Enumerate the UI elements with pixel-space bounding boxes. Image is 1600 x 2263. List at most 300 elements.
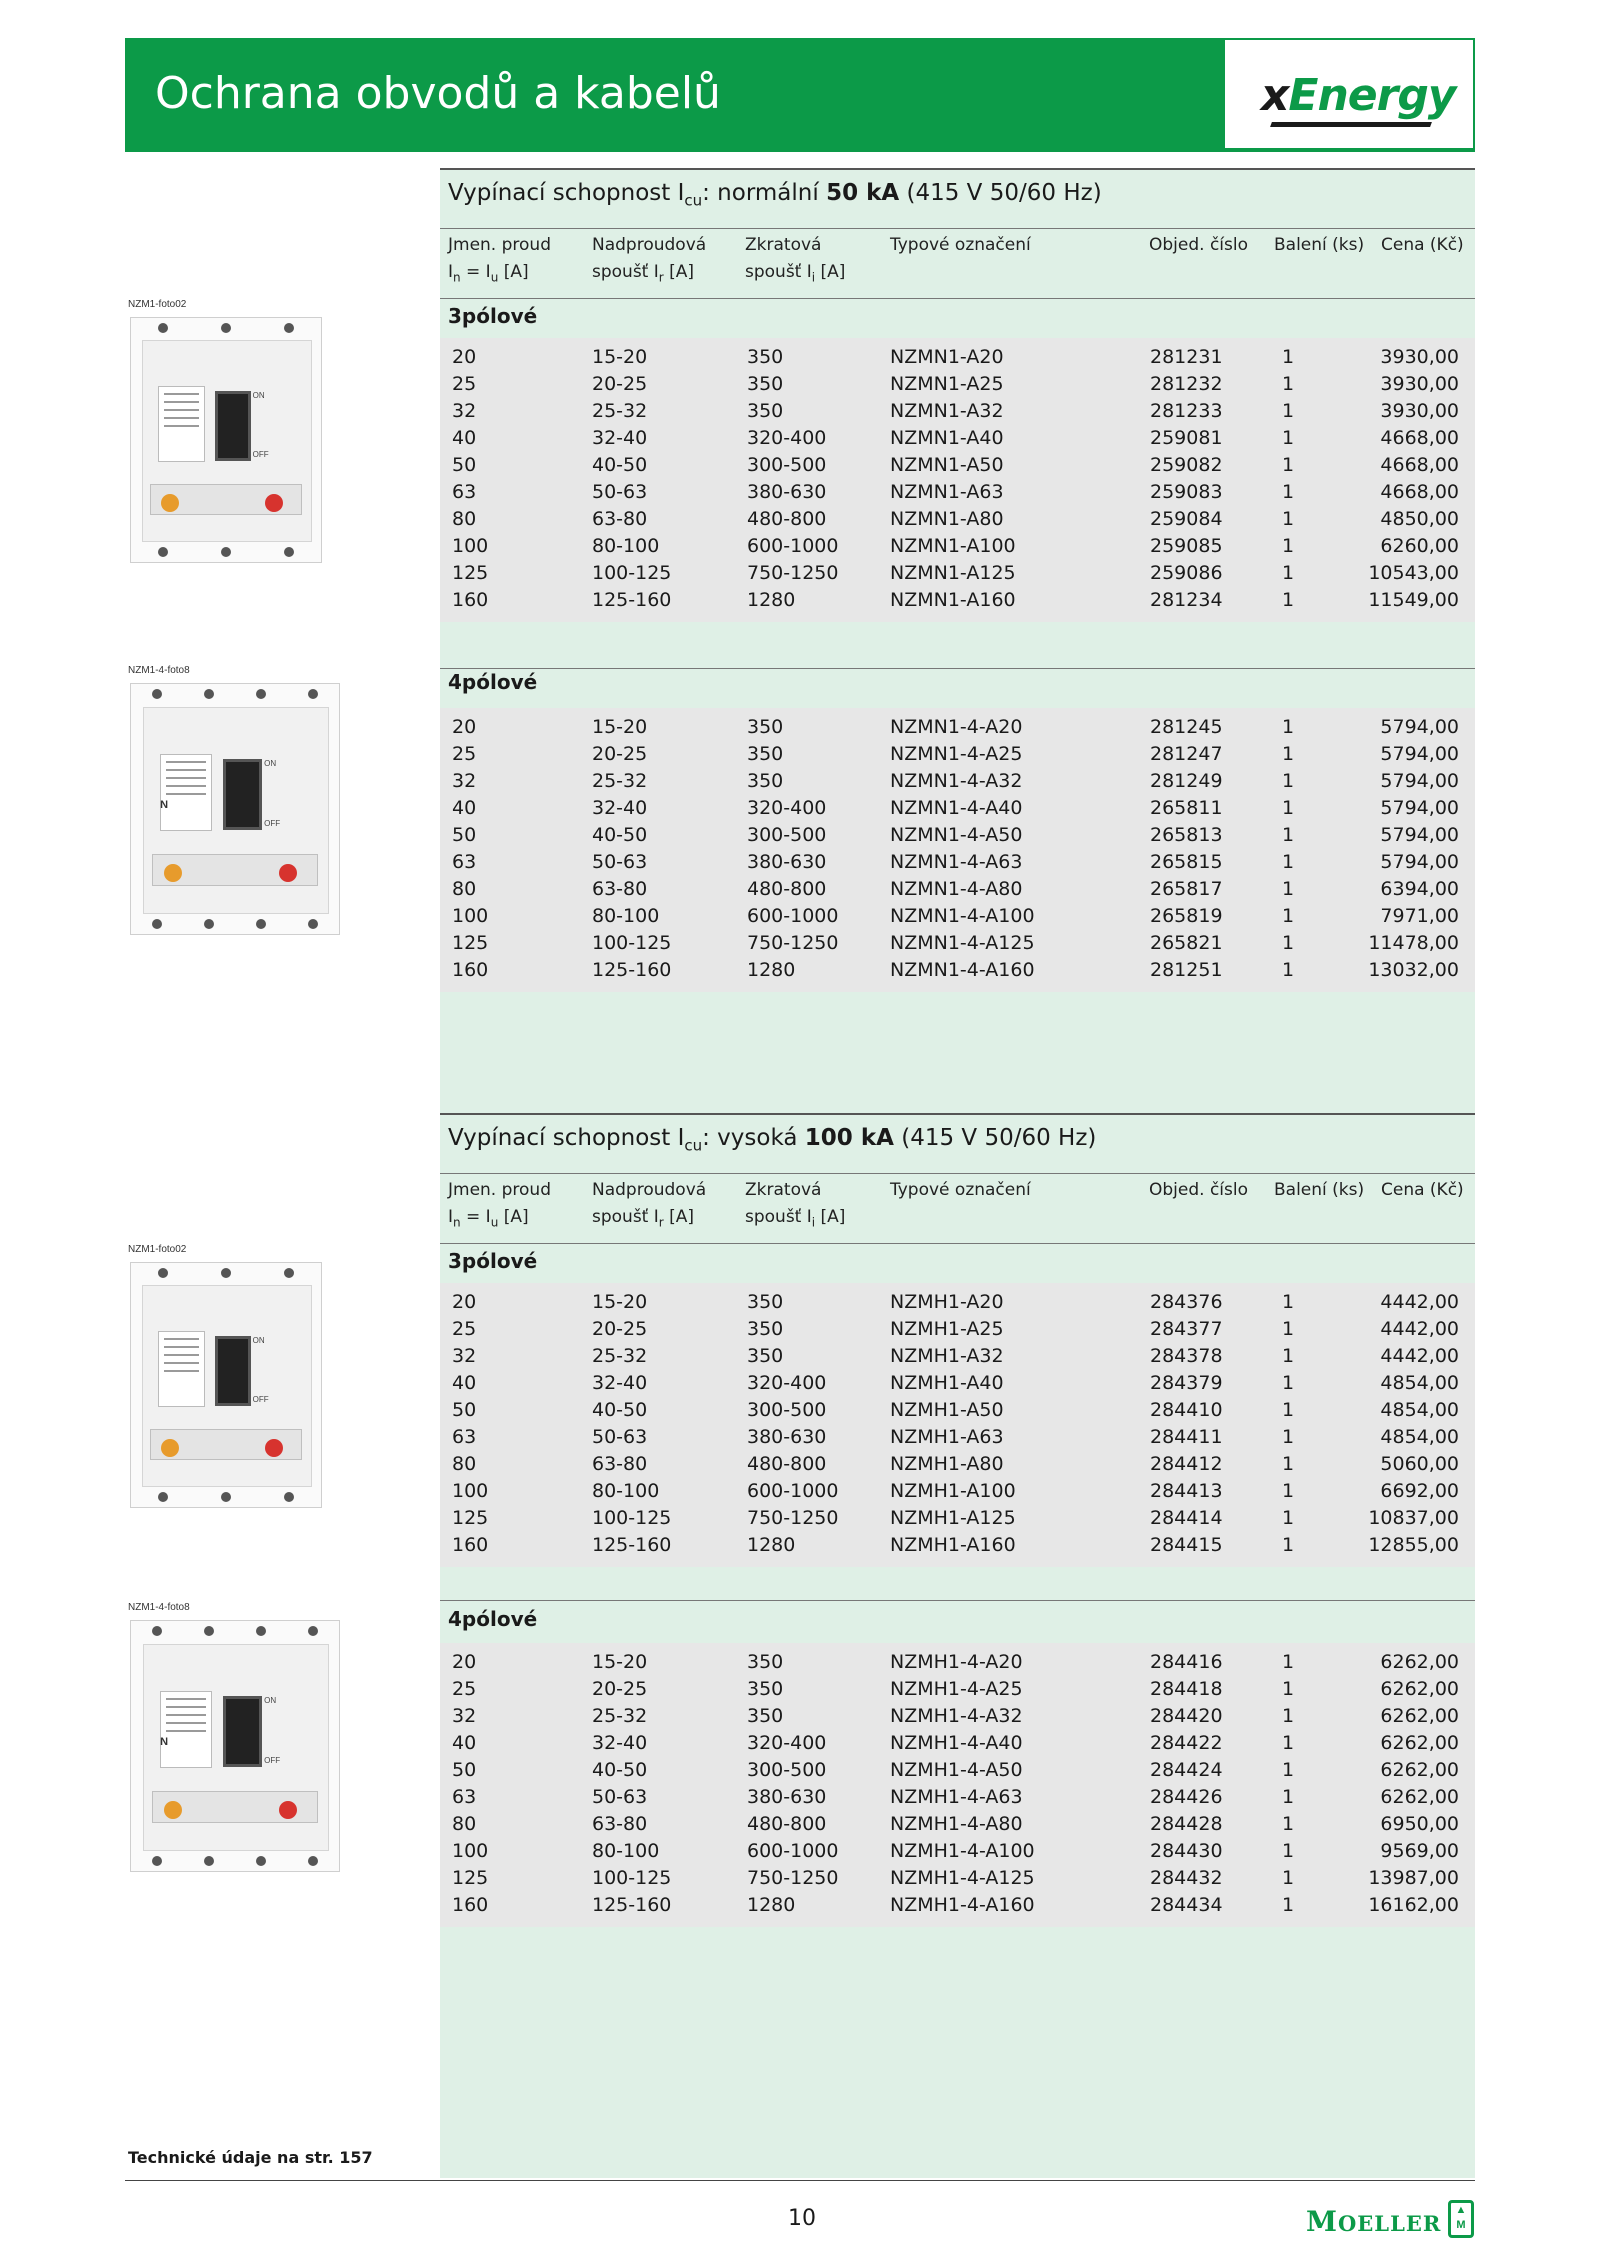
- off-label: OFF: [252, 449, 269, 459]
- table-cell: 20-25: [592, 1678, 648, 1700]
- bottom-terminals: [131, 914, 339, 934]
- table-cell: 50: [452, 454, 477, 476]
- table-row: [440, 1370, 1475, 1397]
- table-cell: 320-400: [747, 427, 827, 449]
- table-cell: 1: [1282, 716, 1295, 738]
- breaker-handle: [215, 1336, 251, 1405]
- pole-group-label: 3pólové: [448, 1249, 538, 1273]
- photo-caption: NZM1-4-foto8: [128, 1602, 190, 1613]
- table-cell: NZMH1-A25: [890, 1318, 1004, 1340]
- table-cell: 4854,00: [1380, 1399, 1459, 1421]
- column-header-h2: [592, 232, 706, 291]
- table-row: [440, 371, 1475, 398]
- column-header-text: Balení (ks): [1274, 1180, 1365, 1200]
- off-label: OFF: [264, 1756, 281, 1765]
- table-cell: 350: [747, 400, 784, 422]
- table-cell: NZMN1-A20: [890, 346, 1004, 368]
- table-cell: 40: [452, 427, 477, 449]
- table-cell: 259082: [1150, 454, 1223, 476]
- column-header-text: Nadproudová: [592, 235, 707, 255]
- table-cell: 160: [452, 1534, 489, 1556]
- table-cell: 4668,00: [1380, 454, 1459, 476]
- table-row: [440, 1730, 1475, 1757]
- table-cell: NZMN1-A40: [890, 427, 1004, 449]
- table-cell: NZMN1-A100: [890, 535, 1016, 557]
- pole-group-label: 3pólové: [448, 304, 538, 328]
- unit-part: [A]: [498, 262, 529, 282]
- table-cell: NZMH1-4-A40: [890, 1732, 1023, 1754]
- table-cell: 40: [452, 1732, 477, 1754]
- table-cell: 40-50: [592, 454, 648, 476]
- table-cell: 284418: [1150, 1678, 1223, 1700]
- table-cell: 100-125: [592, 1507, 672, 1529]
- table-cell: 40-50: [592, 824, 648, 846]
- unit-part: i: [811, 1215, 816, 1230]
- table-cell: 5794,00: [1380, 824, 1459, 846]
- table-row: [440, 768, 1475, 795]
- table-cell: 750-1250: [747, 1867, 839, 1889]
- table-cell: 63-80: [592, 878, 648, 900]
- column-header-text: Jmen. proud: [448, 1180, 551, 1200]
- neutral-label: N: [160, 799, 169, 811]
- rating-plate: [160, 1691, 212, 1768]
- table-cell: 160: [452, 1894, 489, 1916]
- moeller-mark-icon: ▲ M: [1448, 2200, 1474, 2238]
- table-row: [440, 1478, 1475, 1505]
- title-part: cu: [684, 1136, 703, 1155]
- table-cell: 100: [452, 905, 489, 927]
- pole-group-label: 4pólové: [448, 670, 538, 694]
- breaker-3pole-photo: [130, 1262, 322, 1508]
- table-cell: 4668,00: [1380, 481, 1459, 503]
- table-cell: NZMH1-A100: [890, 1480, 1016, 1502]
- table-cell: 10543,00: [1368, 562, 1459, 584]
- table-cell: 16162,00: [1368, 1894, 1459, 1916]
- table-cell: 265813: [1150, 824, 1223, 846]
- table-cell: 12855,00: [1368, 1534, 1459, 1556]
- column-header-unit: [745, 1204, 845, 1236]
- table-row: [440, 1289, 1475, 1316]
- table-cell: 125: [452, 1507, 489, 1529]
- table-cell: 100: [452, 1480, 489, 1502]
- breaker-4pole-photo: [130, 683, 340, 935]
- table-cell: 6394,00: [1380, 878, 1459, 900]
- page-header: [125, 38, 1475, 152]
- table-cell: 281249: [1150, 770, 1223, 792]
- table-row: [440, 452, 1475, 479]
- page-number: 10: [788, 2206, 816, 2231]
- unit-part: [A]: [498, 1207, 529, 1227]
- unit-part: n: [453, 270, 461, 285]
- table-cell: 5794,00: [1380, 851, 1459, 873]
- unit-part: n: [453, 1215, 461, 1230]
- table-cell: 259083: [1150, 481, 1223, 503]
- table-row: [440, 1811, 1475, 1838]
- column-header-text: Cena (Kč): [1381, 1180, 1464, 1200]
- bottom-terminals: [131, 1851, 339, 1871]
- table-cell: 4442,00: [1380, 1318, 1459, 1340]
- table-cell: 750-1250: [747, 1507, 839, 1529]
- table-cell: 1: [1282, 1480, 1295, 1502]
- rating-plate: [160, 754, 212, 831]
- column-header-h3: [745, 232, 845, 291]
- trip-dial-orange: [161, 1439, 179, 1457]
- table-cell: 281251: [1150, 959, 1223, 981]
- table-cell: 20: [452, 1651, 477, 1673]
- table-cell: 6262,00: [1380, 1705, 1459, 1727]
- table-cell: 4442,00: [1380, 1345, 1459, 1367]
- table-cell: 300-500: [747, 1399, 827, 1421]
- table-row: [440, 560, 1475, 587]
- table-cell: 63-80: [592, 508, 648, 530]
- table-cell: 380-630: [747, 1786, 827, 1808]
- unit-part: r: [658, 270, 664, 285]
- column-header-h7: [1381, 1177, 1464, 1204]
- table-cell: 3930,00: [1380, 373, 1459, 395]
- table-cell: 350: [747, 1678, 784, 1700]
- table-cell: 1: [1282, 1894, 1295, 1916]
- table-cell: 32: [452, 770, 477, 792]
- column-header-text: Nadproudová: [592, 1180, 707, 1200]
- table-cell: 125-160: [592, 1894, 672, 1916]
- table-cell: 50-63: [592, 481, 648, 503]
- table-cell: 5794,00: [1380, 770, 1459, 792]
- breaker-4pole-photo: [130, 1620, 340, 1872]
- table-cell: 300-500: [747, 824, 827, 846]
- table-cell: NZMN1-A63: [890, 481, 1004, 503]
- table-cell: NZMN1-4-A50: [890, 824, 1023, 846]
- table-cell: 32-40: [592, 1372, 648, 1394]
- table-row: [440, 714, 1475, 741]
- column-header-text: Zkratová: [745, 1180, 822, 1200]
- table-cell: 50-63: [592, 851, 648, 873]
- table-cell: 350: [747, 1318, 784, 1340]
- unit-part: spoušť I: [745, 1207, 812, 1227]
- table-cell: 20-25: [592, 1318, 648, 1340]
- table-cell: 380-630: [747, 1426, 827, 1448]
- title-part: Vypínací schopnost I: [448, 1125, 685, 1151]
- table-cell: 600-1000: [747, 1480, 839, 1502]
- breaker-handle: [215, 391, 251, 460]
- table-row: [440, 849, 1475, 876]
- bottom-terminals: [131, 542, 321, 562]
- table-row: [440, 795, 1475, 822]
- table-cell: 80-100: [592, 535, 660, 557]
- table-cell: 320-400: [747, 1372, 827, 1394]
- trip-dial-red: [265, 1439, 283, 1457]
- table-cell: 1: [1282, 1759, 1295, 1781]
- title-part: 100 kA: [804, 1125, 894, 1151]
- table-cell: 25: [452, 373, 477, 395]
- table-cell: 25-32: [592, 1705, 648, 1727]
- header-rule: [440, 228, 1475, 229]
- table-cell: 284415: [1150, 1534, 1223, 1556]
- title-part: (415 V 50/60 Hz): [893, 1125, 1097, 1151]
- table-cell: 80: [452, 878, 477, 900]
- photo-caption: NZM1-foto02: [128, 299, 187, 310]
- unit-part: [A]: [815, 1207, 846, 1227]
- table-cell: 284379: [1150, 1372, 1223, 1394]
- table-cell: 284412: [1150, 1453, 1223, 1475]
- table-cell: NZMN1-4-A100: [890, 905, 1035, 927]
- unit-part: I: [448, 262, 454, 282]
- product-table: [440, 708, 1475, 992]
- table-cell: 259086: [1150, 562, 1223, 584]
- column-header-text: Zkratová: [745, 235, 822, 255]
- unit-part: = I: [460, 262, 491, 282]
- column-header-text: Jmen. proud: [448, 235, 551, 255]
- title-part: (415 V 50/60 Hz): [899, 180, 1102, 206]
- table-cell: 284377: [1150, 1318, 1223, 1340]
- unit-part: [A]: [663, 262, 695, 282]
- breaker-3pole-photo: [130, 317, 322, 563]
- group-rule: [440, 1600, 1475, 1601]
- table-cell: 1: [1282, 481, 1295, 503]
- rating-plate: [158, 1331, 206, 1406]
- table-cell: 350: [747, 716, 784, 738]
- table-cell: 100-125: [592, 562, 672, 584]
- table-cell: 100: [452, 535, 489, 557]
- table-row: [440, 344, 1475, 371]
- table-cell: 1280: [747, 1534, 796, 1556]
- table-cell: 350: [747, 743, 784, 765]
- unit-part: = I: [460, 1207, 491, 1227]
- table-cell: NZMH1-A40: [890, 1372, 1004, 1394]
- table-cell: 259081: [1150, 427, 1223, 449]
- table-cell: 80-100: [592, 1840, 660, 1862]
- table-cell: 40-50: [592, 1759, 648, 1781]
- table-cell: 6950,00: [1380, 1813, 1459, 1835]
- table-cell: NZMN1-4-A40: [890, 797, 1023, 819]
- table-cell: 11478,00: [1368, 932, 1459, 954]
- table-cell: 1: [1282, 589, 1295, 611]
- table-cell: 25-32: [592, 770, 648, 792]
- table-cell: 320-400: [747, 797, 827, 819]
- photo-caption: NZM1-4-foto8: [128, 665, 190, 676]
- table-cell: 600-1000: [747, 1840, 839, 1862]
- column-header-text: Typové označení: [890, 235, 1031, 255]
- column-header-h3: [745, 1177, 845, 1236]
- section-title: [448, 180, 1102, 210]
- table-row: [440, 1397, 1475, 1424]
- table-cell: 284420: [1150, 1705, 1223, 1727]
- rating-plate: [158, 386, 206, 461]
- table-cell: 4854,00: [1380, 1426, 1459, 1448]
- table-cell: 4850,00: [1380, 508, 1459, 530]
- table-cell: 1: [1282, 1651, 1295, 1673]
- table-row: [440, 1343, 1475, 1370]
- page-title: Ochrana obvodů a kabelů: [155, 68, 721, 119]
- table-cell: NZMN1-4-A125: [890, 932, 1035, 954]
- table-cell: 600-1000: [747, 535, 839, 557]
- table-cell: 284426: [1150, 1786, 1223, 1808]
- table-cell: 1: [1282, 373, 1295, 395]
- table-cell: 1: [1282, 1318, 1295, 1340]
- table-cell: 259085: [1150, 535, 1223, 557]
- table-cell: NZMN1-4-A32: [890, 770, 1023, 792]
- on-label: ON: [264, 1696, 277, 1705]
- table-cell: 284414: [1150, 1507, 1223, 1529]
- neutral-label: N: [160, 1736, 169, 1748]
- table-cell: 25-32: [592, 1345, 648, 1367]
- table-cell: 300-500: [747, 454, 827, 476]
- table-cell: 13987,00: [1368, 1867, 1459, 1889]
- table-cell: 1: [1282, 851, 1295, 873]
- on-label: ON: [252, 391, 265, 401]
- table-cell: 25: [452, 1678, 477, 1700]
- table-cell: 480-800: [747, 878, 827, 900]
- pole-group-label: 4pólové: [448, 1607, 538, 1631]
- table-cell: 5794,00: [1380, 797, 1459, 819]
- table-cell: 1: [1282, 562, 1295, 584]
- table-row: [440, 1838, 1475, 1865]
- table-row: [440, 957, 1475, 984]
- table-row: [440, 1316, 1475, 1343]
- table-cell: 259084: [1150, 508, 1223, 530]
- top-terminals: [131, 1263, 321, 1283]
- table-cell: 25: [452, 1318, 477, 1340]
- table-cell: 350: [747, 1345, 784, 1367]
- unit-part: r: [658, 1215, 664, 1230]
- unit-part: spoušť I: [745, 262, 812, 282]
- table-cell: 350: [747, 373, 784, 395]
- table-row: [440, 903, 1475, 930]
- table-cell: 1: [1282, 1345, 1295, 1367]
- column-header-text: Balení (ks): [1274, 235, 1365, 255]
- table-cell: 350: [747, 1651, 784, 1673]
- table-cell: 9569,00: [1380, 1840, 1459, 1862]
- table-cell: 160: [452, 959, 489, 981]
- table-cell: NZMN1-A160: [890, 589, 1016, 611]
- column-header-text: Objed. číslo: [1149, 235, 1249, 255]
- table-cell: 40-50: [592, 1399, 648, 1421]
- table-cell: 284378: [1150, 1345, 1223, 1367]
- table-cell: 281231: [1150, 346, 1223, 368]
- product-table: [440, 338, 1475, 622]
- table-row: [440, 479, 1475, 506]
- table-cell: 20-25: [592, 373, 648, 395]
- on-label: ON: [252, 1336, 265, 1346]
- table-cell: NZMH1-4-A25: [890, 1678, 1023, 1700]
- table-cell: 284428: [1150, 1813, 1223, 1835]
- breaker-handle: [223, 1696, 262, 1767]
- table-cell: 7971,00: [1380, 905, 1459, 927]
- table-row: [440, 398, 1475, 425]
- table-cell: 63: [452, 1786, 477, 1808]
- table-cell: 20-25: [592, 743, 648, 765]
- table-cell: 284430: [1150, 1840, 1223, 1862]
- table-cell: 125: [452, 562, 489, 584]
- section-rule: [440, 168, 1475, 170]
- table-cell: 1: [1282, 959, 1295, 981]
- title-part: cu: [684, 191, 703, 210]
- top-terminals: [131, 1621, 339, 1641]
- table-cell: 320-400: [747, 1732, 827, 1754]
- table-cell: 1: [1282, 1426, 1295, 1448]
- table-row: [440, 1532, 1475, 1559]
- table-cell: 1: [1282, 1840, 1295, 1862]
- table-cell: 25: [452, 743, 477, 765]
- table-cell: 284376: [1150, 1291, 1223, 1313]
- table-row: [440, 587, 1475, 614]
- table-cell: NZMH1-A63: [890, 1426, 1004, 1448]
- footer-divider: [125, 2180, 1475, 2181]
- table-cell: 1: [1282, 1507, 1295, 1529]
- table-cell: 265815: [1150, 851, 1223, 873]
- table-cell: 32: [452, 1345, 477, 1367]
- section-rule: [440, 1113, 1475, 1115]
- table-cell: 5794,00: [1380, 716, 1459, 738]
- table-cell: 1: [1282, 797, 1295, 819]
- table-cell: NZMN1-A125: [890, 562, 1016, 584]
- table-cell: 100-125: [592, 932, 672, 954]
- table-cell: 15-20: [592, 1651, 648, 1673]
- table-cell: 350: [747, 1705, 784, 1727]
- table-cell: 20: [452, 1291, 477, 1313]
- table-cell: 284410: [1150, 1399, 1223, 1421]
- table-row: [440, 822, 1475, 849]
- column-header-h4: [890, 232, 1031, 259]
- table-row: [440, 1649, 1475, 1676]
- table-cell: 1: [1282, 1705, 1295, 1727]
- table-cell: 284434: [1150, 1894, 1223, 1916]
- section-title: [448, 1125, 1096, 1155]
- trip-dial-orange: [161, 494, 179, 512]
- column-header-unit: [448, 1204, 551, 1236]
- table-cell: NZMH1-4-A160: [890, 1894, 1035, 1916]
- table-cell: 1: [1282, 878, 1295, 900]
- table-cell: 50: [452, 1759, 477, 1781]
- table-cell: 25-32: [592, 400, 648, 422]
- unit-part: u: [490, 1215, 499, 1230]
- xenergy-logo: xEnergy: [1225, 40, 1473, 148]
- column-header-h1: [448, 1177, 551, 1236]
- table-cell: 480-800: [747, 508, 827, 530]
- table-cell: 160: [452, 589, 489, 611]
- table-cell: 13032,00: [1368, 959, 1459, 981]
- unit-part: spoušť I: [592, 262, 659, 282]
- column-header-unit: [592, 259, 706, 291]
- table-cell: 5060,00: [1380, 1453, 1459, 1475]
- table-cell: 125-160: [592, 1534, 672, 1556]
- title-part: : normální: [702, 180, 827, 206]
- table-cell: 63: [452, 481, 477, 503]
- table-cell: NZMN1-4-A20: [890, 716, 1023, 738]
- table-cell: 80: [452, 1813, 477, 1835]
- table-row: [440, 533, 1475, 560]
- table-cell: 281247: [1150, 743, 1223, 765]
- table-cell: NZMH1-A160: [890, 1534, 1016, 1556]
- table-cell: 20: [452, 716, 477, 738]
- table-cell: 265811: [1150, 797, 1223, 819]
- product-table: [440, 1643, 1475, 1927]
- off-label: OFF: [264, 819, 281, 828]
- table-row: [440, 506, 1475, 533]
- top-terminals: [131, 684, 339, 704]
- unit-part: u: [490, 270, 499, 285]
- table-row: [440, 1892, 1475, 1919]
- column-header-h7: [1381, 232, 1464, 259]
- table-cell: 80-100: [592, 905, 660, 927]
- table-cell: 284424: [1150, 1759, 1223, 1781]
- table-cell: NZMH1-4-A100: [890, 1840, 1035, 1862]
- table-row: [440, 741, 1475, 768]
- table-cell: 4854,00: [1380, 1372, 1459, 1394]
- table-cell: 15-20: [592, 1291, 648, 1313]
- table-cell: NZMN1-A80: [890, 508, 1004, 530]
- table-cell: 600-1000: [747, 905, 839, 927]
- table-cell: 1: [1282, 1453, 1295, 1475]
